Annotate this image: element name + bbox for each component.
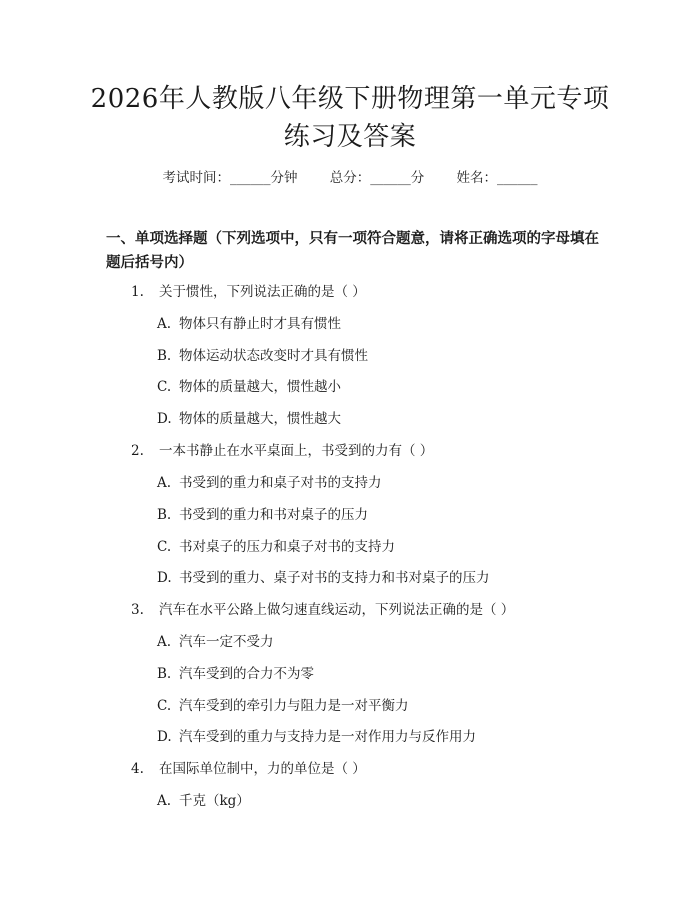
- exam-meta-line: [0, 166, 700, 186]
- question-text: 一本书静止在水平桌面上，书受到的力有（ ）: [159, 443, 434, 459]
- option-letter: B.: [157, 666, 172, 682]
- option-letter: C.: [157, 539, 172, 555]
- option-letter: D.: [157, 570, 172, 586]
- exam-time-label: 考试时间：______分钟: [162, 170, 298, 186]
- option-text: 书对桌子的压力和桌子对书的支持力: [179, 539, 395, 555]
- option-letter: C.: [157, 379, 172, 395]
- option-text: 千克（kg）: [179, 793, 250, 809]
- question-3-option-b: [157, 664, 314, 684]
- question-4: [131, 759, 366, 779]
- total-score-label: 总分：______分: [329, 170, 425, 186]
- question-2: [131, 441, 433, 461]
- question-text: 在国际单位制中，力的单位是（ ）: [159, 761, 366, 777]
- question-3-option-d: [157, 727, 476, 747]
- option-text: 汽车一定不受力: [179, 634, 274, 650]
- option-text: 书受到的重力、桌子对书的支持力和书对桌子的压力: [179, 570, 490, 586]
- question-number: 2.: [131, 443, 144, 459]
- question-2-option-a: [157, 473, 382, 493]
- question-number: 1.: [131, 284, 144, 300]
- question-1-option-d: [157, 409, 341, 429]
- question-number: 3.: [131, 602, 144, 618]
- document-title: [60, 80, 640, 156]
- question-2-option-d: [157, 568, 490, 588]
- option-text: 汽车受到的牵引力与阻力是一对平衡力: [179, 698, 409, 714]
- option-text: 汽车受到的重力与支持力是一对作用力与反作用力: [179, 729, 476, 745]
- question-1: [131, 282, 366, 302]
- question-1-option-c: [157, 377, 341, 397]
- question-2-option-b: [157, 505, 368, 525]
- question-number: 4.: [131, 761, 144, 777]
- option-letter: C.: [157, 698, 172, 714]
- option-text: 物体的质量越大，惯性越小: [179, 379, 341, 395]
- question-3: [131, 600, 514, 620]
- option-text: 书受到的重力和书对桌子的压力: [179, 507, 368, 523]
- option-letter: A.: [157, 316, 172, 332]
- question-2-option-c: [157, 537, 395, 557]
- question-1-option-b: [157, 346, 368, 366]
- option-text: 物体只有静止时才具有惯性: [179, 316, 341, 332]
- student-name-label: 姓名：______: [456, 170, 538, 186]
- option-letter: B.: [157, 507, 172, 523]
- question-4-option-a: [157, 791, 250, 811]
- question-text: 汽车在水平公路上做匀速直线运动，下列说法正确的是（ ）: [159, 602, 515, 618]
- option-text: 书受到的重力和桌子对书的支持力: [179, 475, 382, 491]
- option-text: 汽车受到的合力不为零: [179, 666, 314, 682]
- option-text: 物体的质量越大，惯性越大: [179, 411, 341, 427]
- question-3-option-a: [157, 632, 274, 652]
- option-letter: D.: [157, 729, 172, 745]
- option-text: 物体运动状态改变时才具有惯性: [179, 348, 368, 364]
- question-3-option-c: [157, 696, 409, 716]
- title-line-1: 2026年人教版八年级下册物理第一单元专项: [90, 84, 610, 114]
- section-heading-single-choice: 一、单项选择题（下列选项中，只有一项符合题意，请将正确选项的字母填在题后括号内）: [106, 231, 599, 271]
- option-letter: A.: [157, 793, 172, 809]
- option-letter: B.: [157, 348, 172, 364]
- option-letter: A.: [157, 634, 172, 650]
- title-line-2: 练习及答案: [283, 122, 417, 152]
- option-letter: D.: [157, 411, 172, 427]
- question-1-option-a: [157, 314, 341, 334]
- question-text: 关于惯性，下列说法正确的是（ ）: [159, 284, 366, 300]
- option-letter: A.: [157, 475, 172, 491]
